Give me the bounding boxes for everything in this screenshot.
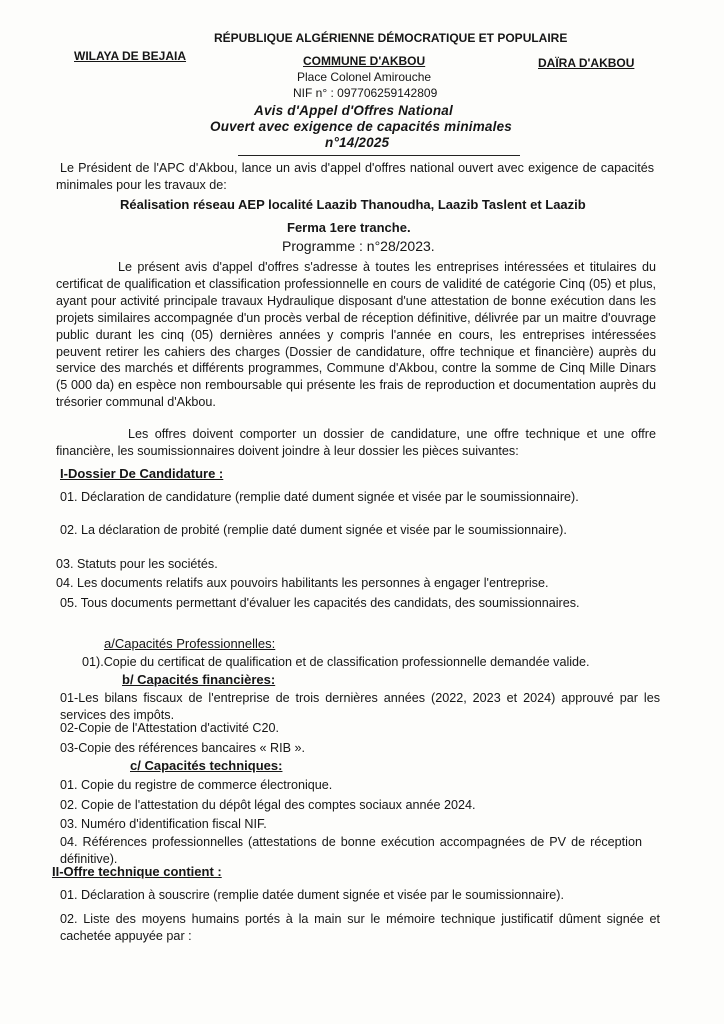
section1-item: 03. Statuts pour les sociétés.: [56, 557, 218, 571]
capa-tech-heading: c/ Capacités techniques:: [130, 758, 283, 773]
section1-heading: I-Dossier De Candidature :: [60, 466, 224, 481]
section1-item: 01. Déclaration de candidature (remplie daté dument signée et visée par le soumissionnaire).: [60, 490, 579, 504]
notice-title-line1: Avis d'Appel d'Offres National: [254, 103, 453, 118]
capa-tech-item: 04. Références professionnelles (attestations de bonne exécution accompagnées de PV de réception définitive).: [60, 835, 642, 866]
commune-label: COMMUNE D'AKBOU: [303, 54, 426, 68]
requirements-paragraph: Les offres doivent comporter un dossier de candidature, une offre technique et une offre financière, les soumissionnaires doivent joindre à leur dossier les pièces suivantes:: [56, 427, 656, 458]
notice-title-line2: Ouvert avec exigence de capacités minimales: [210, 119, 513, 134]
programme-line: Programme : n°28/2023.: [282, 238, 435, 254]
nif-line: NIF n° : 097706259142809: [293, 86, 438, 100]
section1-item: 05. Tous documents permettant d'évaluer les capacités des candidats, des soumissionnaires.: [60, 596, 580, 610]
wilaya-label: WILAYA DE BEJAIA: [74, 49, 187, 63]
main-paragraph: Le présent avis d'appel d'offres s'adresse à toutes les entreprises intéressées et titulaires du certificat de qualification et classification professionnelle en cours de validité de catégorie Cinq (05) et plus, ayant pour activité principale travaux Hydraulique disposant d'une attestation de bonne exécution dans les projets similaires accompagnée d'un procès verbal de réception définitive, délivrée par un maitre d'ouvrage public durant les cinq (05) dernières années y compris l'année en cours, les entreprises intéressées peuvent retirer les cahiers des charges (Dossier de candidature, offre technique et financière) auprès du service des marchés et différents programmes, Commune d'Akbou, contre la somme de Cinq Mille Dinars (5 000 da) en espèce non remboursable qui présente les frais de reproduction et documentation auprès du trésorier communal d'Akbou.: [56, 260, 656, 410]
section1-item: 04. Les documents relatifs aux pouvoirs habilitants les personnes à engager l'entreprise.: [56, 576, 549, 590]
capa-pro-item: 01).Copie du certificat de qualification et de classification professionnelle demandée valide.: [82, 655, 590, 669]
title-underline: [238, 155, 520, 156]
section2-item: 01. Déclaration à souscrire (remplie datée dument signée et visée par le soumissionnaire).: [60, 888, 565, 902]
project-line1: Réalisation réseau AEP localité Laazib Thanoudha, Laazib Taslent et Laazib: [120, 197, 586, 212]
capa-fin-item: 01-Les bilans fiscaux de l'entreprise de trois dernières années (2022, 2023 et 2024) approuvé par les services des impôts.: [60, 691, 660, 722]
capa-fin-item: 03-Copie des références bancaires « RIB ».: [60, 741, 306, 755]
project-line2: Ferma 1ere tranche.: [287, 220, 411, 235]
notice-number: n°14/2025: [325, 135, 390, 150]
section1-item: 02. La déclaration de probité (remplie daté dument signée et visée par le soumissionnaire).: [60, 523, 567, 537]
capa-pro-heading: a/Capacités Professionnelles:: [104, 636, 276, 651]
republic-heading: RÉPUBLIQUE ALGÉRIENNE DÉMOCRATIQUE ET POPULAIRE: [214, 31, 568, 45]
capa-tech-item: 01. Copie du registre de commerce électronique.: [60, 778, 333, 792]
address-line: Place Colonel Amirouche: [297, 70, 432, 84]
section2-heading: II-Offre technique contient :: [52, 864, 222, 879]
capa-tech-item: 03. Numéro d'identification fiscal NIF.: [60, 817, 267, 831]
daira-label: DAÏRA D'AKBOU: [538, 56, 635, 70]
section2-item: 02. Liste des moyens humains portés à la main sur le mémoire technique justificatif dûment signée et cachetée appuyée par :: [60, 912, 660, 943]
capa-tech-item: 02. Copie de l'attestation du dépôt légal des comptes sociaux année 2024.: [60, 798, 476, 812]
intro-paragraph: Le Président de l'APC d'Akbou, lance un avis d'appel d'offres national ouvert avec exigence de capacités minimales pour les travaux de:: [56, 161, 654, 192]
capa-fin-heading: b/ Capacités financières:: [122, 672, 276, 687]
capa-fin-item: 02-Copie de l'Attestation d'activité C20.: [60, 721, 280, 735]
